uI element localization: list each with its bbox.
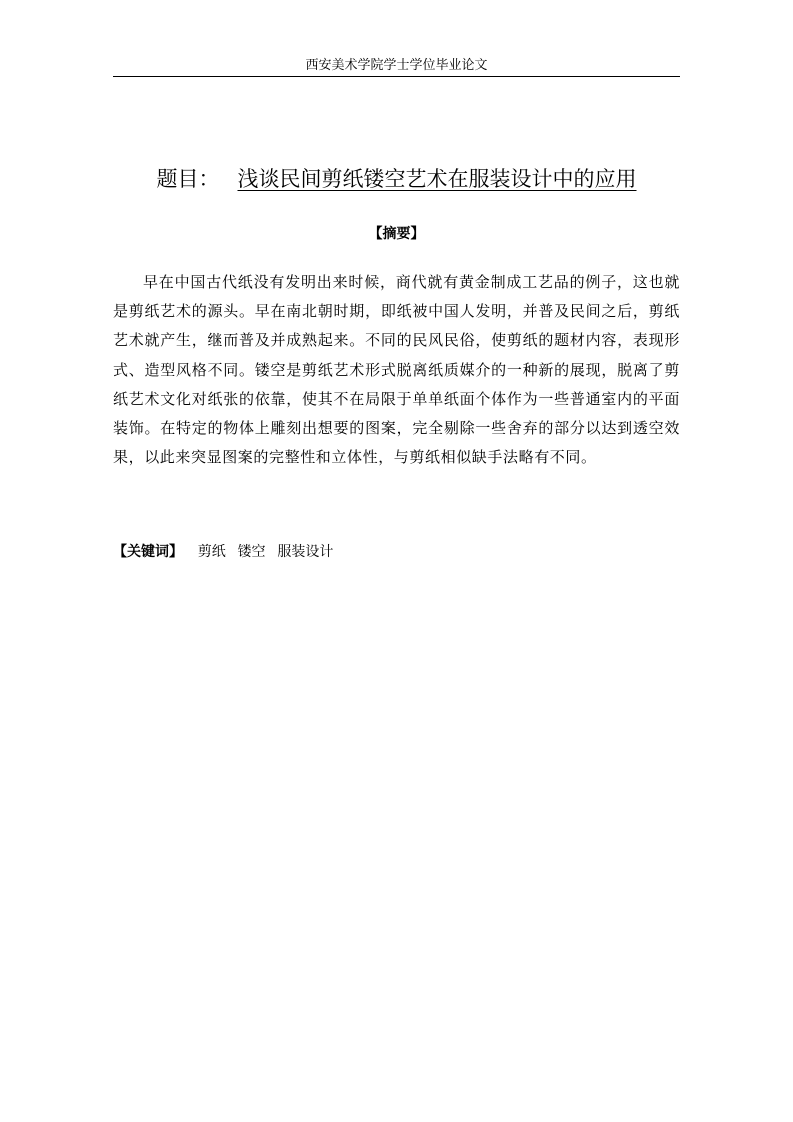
keywords-label: 【关键词】 — [113, 544, 183, 560]
running-header: 西安美术学院学士学位毕业论文 — [305, 58, 488, 73]
abstract-body: 早在中国古代纸没有发明出来时候，商代就有黄金制成工艺品的例子，这也就是剪纸艺术的源头。早在南北朝时期，即纸被中国人发明，并普及民间之后，剪纸艺术就产生，继而普及并成熟起来。不同的民风民俗，使剪纸的题材内容，表现形式、造型风格不同。镂空是剪纸艺术形式脱离纸质媒介的一种新的展现，脱离了剪纸艺术文化对纸张的依靠，使其不在局限于单单纸面个体作为一些普通室内的平面装饰。在特定的物体上雕刻出想要的图案，完全剔除一些舍弃的部分以达到透空效果，以此来突显图案的完整性和立体性，与剪纸相似缺手法略有不同。 — [113, 273, 680, 467]
keyword-item: 服装设计 — [277, 544, 334, 560]
paper-title: 浅谈民间剪纸镂空艺术在服装设计中的应用 — [237, 167, 637, 191]
abstract-heading: 【摘要】 — [368, 226, 425, 242]
title-label: 题目： — [156, 167, 220, 191]
title-row — [113, 163, 680, 195]
keywords-row — [113, 539, 680, 564]
keyword-item: 镂空 — [237, 544, 266, 560]
header-rule — [113, 76, 680, 77]
keyword-item: 剪纸 — [197, 544, 226, 560]
